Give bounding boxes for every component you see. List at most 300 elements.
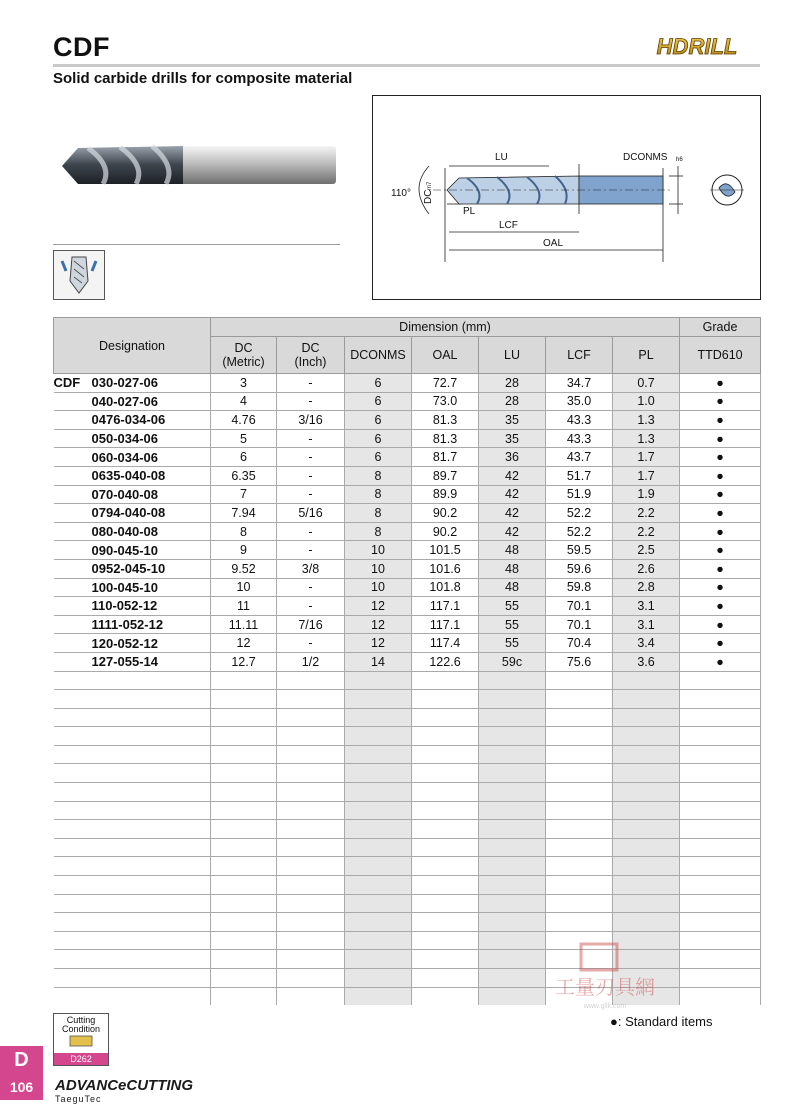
cell-grade: ● — [680, 392, 761, 411]
empty-cell — [412, 801, 479, 820]
empty-cell — [277, 894, 345, 913]
table-row — [54, 429, 761, 448]
cell-lu: 28 — [479, 392, 546, 411]
empty-cell — [680, 913, 761, 932]
empty-cell — [479, 764, 546, 783]
empty-cell — [345, 671, 412, 690]
empty-cell — [412, 931, 479, 950]
empty-cell — [680, 820, 761, 839]
page-number: 106 — [0, 1074, 43, 1100]
cell-dconms: 6 — [345, 429, 412, 448]
empty-row — [54, 783, 761, 802]
designation-header: Designation — [54, 318, 211, 374]
empty-cell — [479, 857, 546, 876]
empty-cell — [54, 969, 211, 988]
empty-cell — [345, 820, 412, 839]
empty-cell — [680, 931, 761, 950]
cell-dc-inch: - — [277, 429, 345, 448]
empty-row — [54, 820, 761, 839]
empty-cell — [546, 690, 613, 709]
cell-grade: ● — [680, 578, 761, 597]
empty-cell — [345, 838, 412, 857]
empty-cell — [277, 913, 345, 932]
empty-cell — [345, 969, 412, 988]
cutting-condition-ref: D262 — [54, 1053, 108, 1065]
dimension-group-header: Dimension (mm) — [211, 318, 680, 337]
advance-cutting-logo — [53, 1074, 203, 1106]
empty-cell — [680, 671, 761, 690]
empty-cell — [54, 931, 211, 950]
cell-lu: 35 — [479, 411, 546, 430]
empty-cell — [54, 745, 211, 764]
cell-lu: 42 — [479, 466, 546, 485]
empty-cell — [412, 764, 479, 783]
empty-cell — [345, 950, 412, 969]
table-row — [54, 392, 761, 411]
empty-row — [54, 801, 761, 820]
cell-grade: ● — [680, 597, 761, 616]
cell-dconms: 8 — [345, 504, 412, 523]
column-header: OAL — [412, 337, 479, 374]
cell-oal: 73.0 — [412, 392, 479, 411]
empty-cell — [345, 876, 412, 895]
cell-oal: 72.7 — [412, 374, 479, 393]
watermark — [535, 942, 675, 1014]
cell-dc-inch: 3/8 — [277, 559, 345, 578]
empty-cell — [613, 857, 680, 876]
cell-pl: 2.8 — [613, 578, 680, 597]
empty-cell — [613, 783, 680, 802]
cell-grade: ● — [680, 541, 761, 560]
empty-cell — [54, 894, 211, 913]
cell-dc-metric: 12 — [211, 634, 277, 653]
empty-cell — [479, 801, 546, 820]
designation-code: 0635-040-08 — [91, 468, 166, 484]
cell-oal: 101.5 — [412, 541, 479, 560]
empty-row — [54, 690, 761, 709]
empty-cell — [277, 876, 345, 895]
watermark-url: www.gllk.com — [583, 1003, 627, 1010]
empty-cell — [613, 727, 680, 746]
label-dc: DC — [423, 189, 434, 204]
empty-cell — [412, 727, 479, 746]
cell-pl: 1.7 — [613, 448, 680, 467]
empty-cell — [277, 727, 345, 746]
empty-cell — [412, 671, 479, 690]
empty-cell — [546, 820, 613, 839]
cell-dconms: 14 — [345, 652, 412, 671]
label-lcf: LCF — [499, 220, 518, 231]
cell-pl: 1.7 — [613, 466, 680, 485]
empty-cell — [680, 708, 761, 727]
empty-cell — [54, 913, 211, 932]
cell-dconms: 8 — [345, 466, 412, 485]
empty-row — [54, 857, 761, 876]
empty-cell — [680, 969, 761, 988]
empty-cell — [546, 857, 613, 876]
cell-oal: 81.3 — [412, 429, 479, 448]
cell-dc-metric: 9.52 — [211, 559, 277, 578]
table-row — [54, 504, 761, 523]
photo-divider — [53, 244, 340, 245]
designation-cell — [54, 448, 211, 467]
empty-cell — [345, 857, 412, 876]
title-divider — [53, 64, 760, 67]
table-row — [54, 541, 761, 560]
cell-grade: ● — [680, 559, 761, 578]
empty-row — [54, 876, 761, 895]
cell-dconms: 6 — [345, 411, 412, 430]
cell-dc-metric: 4.76 — [211, 411, 277, 430]
empty-cell — [277, 987, 345, 1005]
table-row — [54, 374, 761, 393]
empty-cell — [211, 894, 277, 913]
cell-pl: 1.0 — [613, 392, 680, 411]
empty-cell — [479, 783, 546, 802]
cell-lcf: 59.8 — [546, 578, 613, 597]
cell-lu: 55 — [479, 634, 546, 653]
empty-cell — [211, 913, 277, 932]
empty-cell — [412, 894, 479, 913]
empty-cell — [345, 931, 412, 950]
label-angle: 110° — [391, 188, 411, 199]
label-dconms-tol: h6 — [676, 157, 683, 163]
column-header: DC (Inch) — [277, 337, 345, 374]
empty-cell — [546, 838, 613, 857]
cell-oal: 81.3 — [412, 411, 479, 430]
cell-dc-metric: 7 — [211, 485, 277, 504]
empty-cell — [54, 876, 211, 895]
cell-grade: ● — [680, 615, 761, 634]
cell-oal: 117.1 — [412, 597, 479, 616]
designation-cell — [54, 559, 211, 578]
empty-cell — [680, 950, 761, 969]
empty-cell — [277, 671, 345, 690]
cell-dc-inch: 5/16 — [277, 504, 345, 523]
empty-cell — [479, 820, 546, 839]
table-row — [54, 615, 761, 634]
designation-code: 0476-034-06 — [91, 412, 166, 428]
label-pl: PL — [463, 206, 476, 217]
cell-dc-inch: - — [277, 597, 345, 616]
cell-dconms: 12 — [345, 597, 412, 616]
empty-cell — [277, 838, 345, 857]
column-header: PL — [613, 337, 680, 374]
cell-grade: ● — [680, 466, 761, 485]
cell-grade: ● — [680, 504, 761, 523]
empty-cell — [479, 876, 546, 895]
cell-grade: ● — [680, 374, 761, 393]
cutting-condition-icon — [68, 1034, 94, 1048]
cell-grade: ● — [680, 429, 761, 448]
empty-cell — [277, 931, 345, 950]
cell-dc-metric: 7.94 — [211, 504, 277, 523]
cutting-condition-label: Cutting Condition — [61, 1015, 101, 1034]
empty-cell — [412, 950, 479, 969]
empty-cell — [211, 987, 277, 1005]
column-header: LCF — [546, 337, 613, 374]
cell-pl: 3.4 — [613, 634, 680, 653]
cell-dc-metric: 4 — [211, 392, 277, 411]
empty-cell — [54, 671, 211, 690]
empty-cell — [54, 690, 211, 709]
empty-cell — [211, 857, 277, 876]
designation-code: 100-045-10 — [91, 579, 158, 595]
cell-lcf: 52.2 — [546, 504, 613, 523]
page-title: CDF — [53, 32, 110, 62]
cell-lcf: 43.3 — [546, 429, 613, 448]
cutting-condition-box[interactable] — [53, 1013, 109, 1066]
empty-cell — [479, 708, 546, 727]
empty-cell — [412, 969, 479, 988]
cell-dc-metric: 9 — [211, 541, 277, 560]
cell-lu: 42 — [479, 504, 546, 523]
cell-grade: ● — [680, 522, 761, 541]
cell-dc-inch: - — [277, 522, 345, 541]
empty-cell — [345, 745, 412, 764]
empty-cell — [613, 708, 680, 727]
cell-dc-metric: 6.35 — [211, 466, 277, 485]
cell-pl: 2.5 — [613, 541, 680, 560]
cell-dc-inch: - — [277, 634, 345, 653]
empty-cell — [479, 690, 546, 709]
empty-cell — [54, 801, 211, 820]
cell-dc-inch: - — [277, 466, 345, 485]
empty-cell — [546, 727, 613, 746]
empty-cell — [211, 671, 277, 690]
cell-grade: ● — [680, 485, 761, 504]
empty-cell — [211, 820, 277, 839]
empty-cell — [277, 690, 345, 709]
empty-cell — [277, 801, 345, 820]
empty-cell — [613, 690, 680, 709]
designation-cell — [54, 485, 211, 504]
empty-cell — [345, 913, 412, 932]
cell-dc-metric: 11 — [211, 597, 277, 616]
empty-cell — [277, 783, 345, 802]
empty-cell — [613, 876, 680, 895]
empty-cell — [613, 894, 680, 913]
empty-cell — [680, 783, 761, 802]
empty-cell — [412, 876, 479, 895]
cell-pl: 3.1 — [613, 615, 680, 634]
cell-dc-inch: 1/2 — [277, 652, 345, 671]
cell-lcf: 52.2 — [546, 522, 613, 541]
cell-dc-inch: 3/16 — [277, 411, 345, 430]
empty-cell — [211, 783, 277, 802]
empty-cell — [613, 801, 680, 820]
empty-cell — [345, 801, 412, 820]
cell-lu: 55 — [479, 597, 546, 616]
cell-pl: 2.6 — [613, 559, 680, 578]
empty-cell — [680, 857, 761, 876]
cell-lu: 55 — [479, 615, 546, 634]
cell-oal: 89.9 — [412, 485, 479, 504]
empty-row — [54, 708, 761, 727]
empty-cell — [277, 745, 345, 764]
cell-lcf: 75.6 — [546, 652, 613, 671]
brand-sub: TaeguTec — [55, 1094, 102, 1104]
cell-grade: ● — [680, 448, 761, 467]
cell-pl: 2.2 — [613, 504, 680, 523]
empty-row — [54, 745, 761, 764]
column-header: LU — [479, 337, 546, 374]
empty-cell — [211, 745, 277, 764]
cell-dconms: 12 — [345, 634, 412, 653]
empty-cell — [345, 764, 412, 783]
cell-grade: ● — [680, 411, 761, 430]
empty-cell — [479, 727, 546, 746]
designation-cell — [54, 392, 211, 411]
empty-cell — [54, 820, 211, 839]
cell-dconms: 6 — [345, 374, 412, 393]
empty-cell — [546, 745, 613, 764]
empty-cell — [211, 690, 277, 709]
legend-text: ●: Standard items — [610, 1014, 713, 1029]
empty-cell — [277, 969, 345, 988]
drill-photo — [58, 140, 338, 192]
cell-dconms: 8 — [345, 485, 412, 504]
designation-cell — [54, 504, 211, 523]
cell-pl: 3.6 — [613, 652, 680, 671]
empty-cell — [54, 987, 211, 1005]
cell-dc-inch: - — [277, 578, 345, 597]
table-row — [54, 578, 761, 597]
designation-cell — [54, 541, 211, 560]
empty-row — [54, 671, 761, 690]
designation-code: 090-045-10 — [91, 542, 158, 558]
table-row — [54, 634, 761, 653]
designation-cell — [54, 522, 211, 541]
cell-dc-inch: - — [277, 541, 345, 560]
cell-lu: 42 — [479, 485, 546, 504]
table-row — [54, 448, 761, 467]
cell-pl: 1.3 — [613, 429, 680, 448]
cell-dc-inch: - — [277, 374, 345, 393]
designation-cell — [54, 597, 211, 616]
cell-oal: 122.6 — [412, 652, 479, 671]
empty-cell — [479, 671, 546, 690]
empty-cell — [211, 838, 277, 857]
empty-cell — [211, 931, 277, 950]
empty-cell — [54, 783, 211, 802]
cell-pl: 1.3 — [613, 411, 680, 430]
empty-cell — [680, 894, 761, 913]
logo-text: HDRILL — [656, 34, 738, 59]
empty-cell — [680, 745, 761, 764]
designation-cell — [54, 374, 211, 393]
cell-lcf: 43.7 — [546, 448, 613, 467]
designation-cell — [54, 578, 211, 597]
empty-cell — [277, 950, 345, 969]
cell-lu: 48 — [479, 559, 546, 578]
empty-cell — [345, 987, 412, 1005]
empty-cell — [345, 727, 412, 746]
cell-grade: ● — [680, 652, 761, 671]
empty-cell — [613, 764, 680, 783]
page-subtitle: Solid carbide drills for composite material — [53, 70, 353, 87]
empty-cell — [546, 671, 613, 690]
dimension-diagram — [372, 95, 761, 300]
designation-code: 080-040-08 — [91, 524, 158, 540]
empty-cell — [546, 708, 613, 727]
label-lu: LU — [495, 152, 508, 163]
empty-cell — [412, 820, 479, 839]
empty-row — [54, 913, 761, 932]
cell-lcf: 35.0 — [546, 392, 613, 411]
column-header: DC (Metric) — [211, 337, 277, 374]
empty-cell — [412, 857, 479, 876]
cell-pl: 2.2 — [613, 522, 680, 541]
empty-cell — [54, 727, 211, 746]
cell-lcf: 34.7 — [546, 374, 613, 393]
empty-cell — [412, 783, 479, 802]
cell-oal: 117.1 — [412, 615, 479, 634]
empty-cell — [54, 838, 211, 857]
designation-code: 040-027-06 — [91, 393, 158, 409]
empty-cell — [680, 727, 761, 746]
empty-cell — [546, 913, 613, 932]
section-tab-letter: D — [0, 1046, 43, 1074]
designation-cell — [54, 411, 211, 430]
empty-cell — [479, 745, 546, 764]
designation-cell — [54, 466, 211, 485]
cell-dconms: 6 — [345, 392, 412, 411]
designation-cell — [54, 634, 211, 653]
designation-prefix: CDF — [53, 375, 81, 391]
cell-oal: 81.7 — [412, 448, 479, 467]
empty-cell — [546, 801, 613, 820]
cell-oal: 90.2 — [412, 522, 479, 541]
empty-row — [54, 894, 761, 913]
cell-lu: 48 — [479, 541, 546, 560]
empty-cell — [345, 690, 412, 709]
cell-dconms: 6 — [345, 448, 412, 467]
cell-dconms: 8 — [345, 522, 412, 541]
empty-cell — [345, 708, 412, 727]
table-row — [54, 652, 761, 671]
empty-cell — [412, 913, 479, 932]
cell-oal: 89.7 — [412, 466, 479, 485]
empty-cell — [345, 894, 412, 913]
empty-cell — [54, 950, 211, 969]
designation-cell — [54, 429, 211, 448]
composite-material-icon — [53, 250, 105, 300]
empty-row — [54, 727, 761, 746]
label-dc-tol: m7 — [427, 181, 433, 190]
cell-dconms: 10 — [345, 559, 412, 578]
empty-row — [54, 764, 761, 783]
column-header: DCONMS — [345, 337, 412, 374]
empty-cell — [680, 764, 761, 783]
empty-cell — [412, 708, 479, 727]
cell-oal: 101.8 — [412, 578, 479, 597]
empty-cell — [211, 764, 277, 783]
table-row — [54, 411, 761, 430]
cell-dconms: 10 — [345, 541, 412, 560]
cell-oal: 117.4 — [412, 634, 479, 653]
cell-dc-inch: 7/16 — [277, 615, 345, 634]
empty-cell — [412, 838, 479, 857]
designation-code: 070-040-08 — [91, 486, 158, 502]
empty-cell — [613, 671, 680, 690]
cell-grade: ● — [680, 634, 761, 653]
cell-lcf: 59.6 — [546, 559, 613, 578]
cell-pl: 3.1 — [613, 597, 680, 616]
empty-cell — [277, 708, 345, 727]
cell-pl: 0.7 — [613, 374, 680, 393]
empty-cell — [680, 876, 761, 895]
